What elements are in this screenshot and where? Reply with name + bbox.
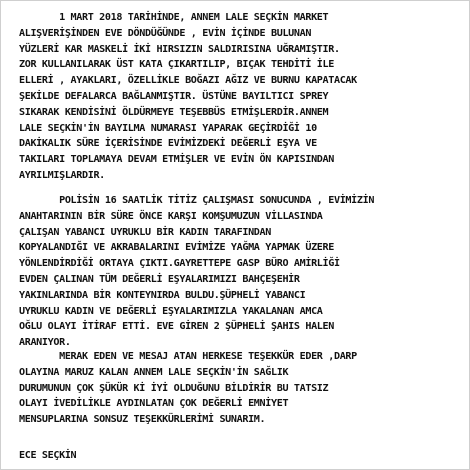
paragraph-2-line-4: KOPYALANDIĞI VE AKRABALARINI EVİMİZE YAĞMA YAPMAK ÜZERE: [19, 242, 334, 254]
paragraph-1-line-8: LALE SEÇKİN'İN BAYILMA NUMARASI YAPARAK GEÇİRDİĞİ 10: [19, 122, 317, 134]
paragraph-1-line-1: 1 MART 2018 TARİHİNDE, ANNEM LALE SEÇKİN MARKET: [19, 12, 329, 23]
paragraph-2-line-6: EVDEN ÇALINAN TÜM DEĞERLİ EŞYALARIMIZI BAHÇEŞEHİR: [19, 274, 300, 285]
paragraph-3-line-5: MENSUPLARINA SONSUZ TEŞEKKÜRLERİMİ SUNARIM.: [19, 414, 266, 426]
paragraph-1-line-6: ŞEKİLDE DEFALARCA BAĞLANMIŞTIR. ÜSTÜNE BAYILTICI SPREY: [19, 91, 329, 102]
paragraph-2-line-5: YÖNLENDİRDİĞİ ORTAYA ÇIKTI.GAYRETTEPE GASP BÜRO AMİRLİĞİ: [19, 258, 340, 270]
paragraph-3-line-1: MERAK EDEN VE MESAJ ATAN HERKESE TEŞEKKÜR EDER ,DARP: [19, 351, 357, 362]
paragraph-2-line-10: ARANIYOR.: [19, 337, 71, 349]
paragraph-3-line-3: DURUMUNUN ÇOK ŞÜKÜR Kİ İYİ OLDUĞUNU BİLDİRİR BU TATSIZ: [19, 382, 329, 394]
paragraph-1-line-2: ALIŞVERİŞİNDEN EVE DÖNDÜĞÜNDE , EVİN İÇİNDE BULUNAN: [19, 27, 312, 39]
paragraph-1-line-7: SIKARAK KENDİSİNİ ÖLDÜRMEYE TEŞEBBÜS ETMİŞLERDİR.ANNEM: [19, 106, 329, 118]
paragraph-2-line-8: UYRUKLU KADIN VE DEĞERLİ EŞYALARIMIZLA YAKALANAN AMCA: [19, 305, 323, 317]
paragraph-1-line-10: TAKILARI TOPLAMAYA DEVAM ETMİŞLER VE EVİN ÖN KAPISINDAN: [19, 154, 334, 166]
paragraph-2-line-2: ANAHTARININ BİR SÜRE ÖNCE KARŞI KOMŞUMUZUN VİLLASINDA: [19, 210, 323, 222]
signature: ECE SEÇKİN: [19, 450, 77, 461]
paragraph-1-line-9: DAKİKALIK SÜRE İÇERİSİNDE EVİMİZDEKİ DEĞERLİ EŞYA VE: [19, 138, 317, 150]
paragraph-2-line-9: OĞLU OLAYI İTİRAF ETTİ. EVE GİREN 2 ŞÜPHELİ ŞAHIS HALEN: [19, 321, 334, 333]
paragraph-2-line-3: ÇALIŞAN YABANCI UYRUKLU BİR KADIN TARAFINDAN: [19, 226, 271, 238]
paragraph-1-line-11: AYRILMIŞLARDIR.: [19, 170, 105, 181]
paragraph-1-line-5: ELLERİ , AYAKLARI, ÖZELLİKLE BOĞAZI AĞIZ VE BURNU KAPATACAK: [19, 75, 357, 87]
paragraph-2-line-1: POLİSİN 16 SAATLİK TİTİZ ÇALIŞMASI SONUCUNDA , EVİMİZİN: [19, 195, 375, 206]
paragraph-2-line-7: YAKINLARINDA BİR KONTEYNIRDA BULDU.ŞÜPHELİ YABANCI: [19, 289, 306, 301]
paragraph-1-line-3: YÜZLERİ KAR MASKELİ İKİ HIRSIZIN SALDIRISINA UĞRAMIŞTIR.: [19, 43, 340, 55]
paragraph-3-line-2: OLAYINA MARUZ KALAN ANNEM LALE SEÇKİN'İN SAĞLIK: [19, 366, 289, 378]
paragraph-1-line-4: ZOR KULLANILARAK ÜST KATA ÇIKARTILIP, BIÇAK TEHDİTİ İLE: [19, 59, 334, 71]
paragraph-3-line-4: OLAYI İVEDİLİKLE AYDINLATAN ÇOK DEĞERLİ EMNİYET: [19, 398, 289, 410]
